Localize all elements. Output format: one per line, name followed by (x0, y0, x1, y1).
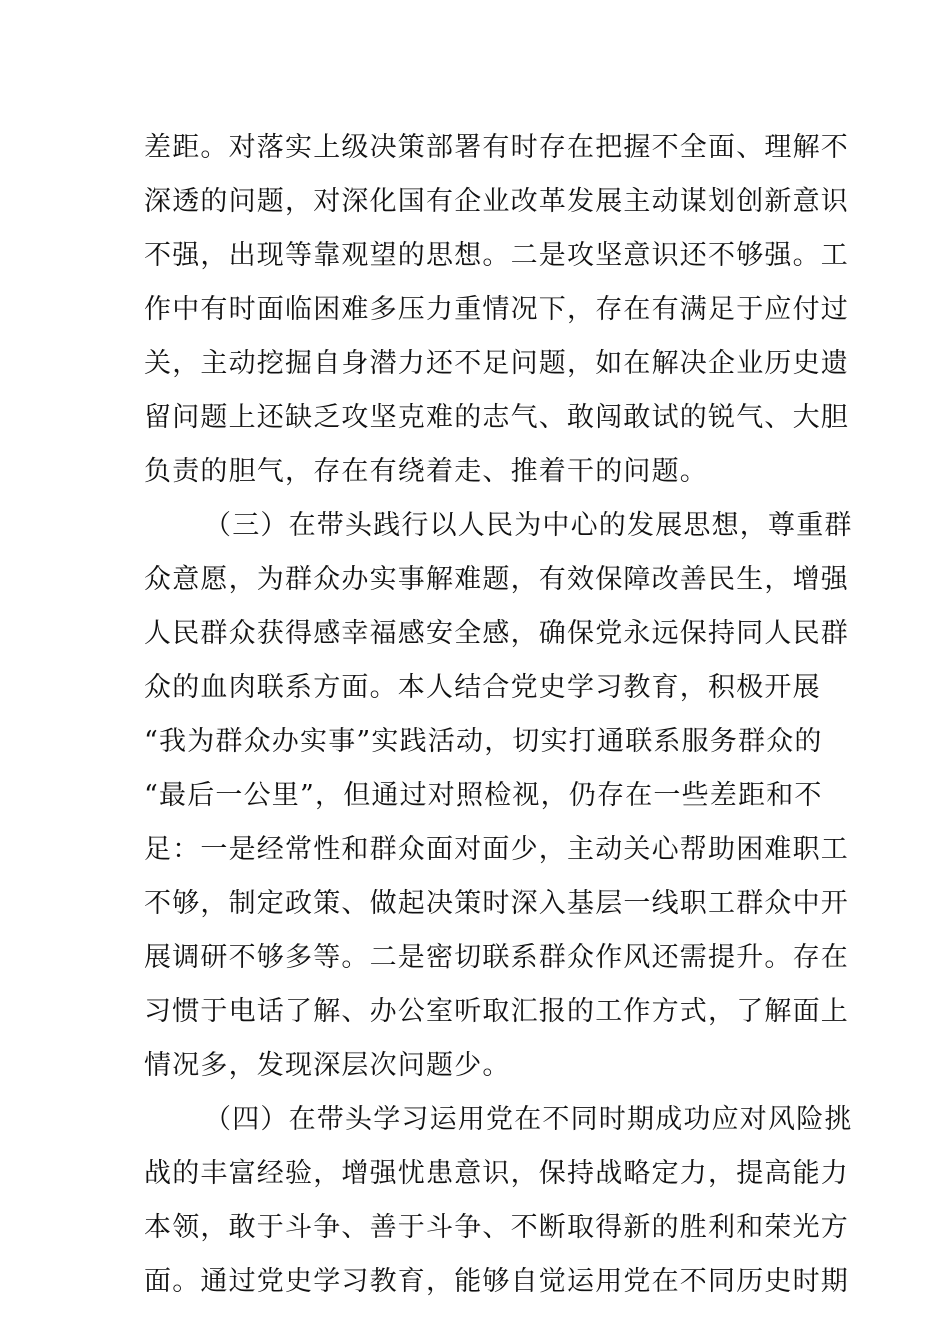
text-line: “我为群众办实事”实践活动，切实打通联系服务群众的 (144, 726, 823, 757)
text-line: 本领，敢于斗争、善于斗争、不断取得新的胜利和荣光方 (144, 1212, 849, 1243)
text-line: 面。通过党史学习教育，能够自觉运用党在不同历史时期 (144, 1266, 849, 1297)
text-line: 负责的胆气，存在有绕着走、推着干的问题。 (144, 456, 708, 487)
text-line: 习惯于电话了解、办公室听取汇报的工作方式，了解面上 (144, 996, 849, 1027)
text-line: 展调研不够多等。二是密切联系群众作风还需提升。存在 (144, 942, 849, 973)
text-line: 留问题上还缺乏攻坚克难的志气、敢闯敢试的锐气、大胆 (144, 402, 849, 433)
text-line: 众意愿，为群众办实事解难题，有效保障改善民生，增强 (144, 564, 849, 595)
text-line: 关，主动挖掘自身潜力还不足问题，如在解决企业历史遗 (144, 348, 849, 379)
paragraph-heading-4: （四）在带头学习运用党在不同时期成功应对风险挑 (204, 1104, 853, 1135)
text-line: 作中有时面临困难多压力重情况下，存在有满足于应付过 (144, 294, 849, 325)
text-line: 差距。对落实上级决策部署有时存在把握不全面、理解不 (144, 132, 849, 163)
text-line: 情况多，发现深层次问题少。 (144, 1050, 511, 1081)
paragraph-heading-3: （三）在带头践行以人民为中心的发展思想，尊重群 (204, 510, 853, 541)
text-line: 众的血肉联系方面。本人结合党史学习教育，积极开展 (144, 672, 821, 703)
text-line: 不强，出现等靠观望的思想。二是攻坚意识还不够强。工 (144, 240, 849, 271)
text-line: 战的丰富经验，增强忧患意识，保持战略定力，提高能力 (144, 1158, 849, 1189)
text-line: 足：一是经常性和群众面对面少，主动关心帮助困难职工 (144, 834, 849, 865)
text-line: “最后一公里”，但通过对照检视，仍存在一些差距和不 (144, 780, 823, 811)
text-line: 人民群众获得感幸福感安全感，确保党永远保持同人民群 (144, 618, 849, 649)
text-line: 深透的问题，对深化国有企业改革发展主动谋划创新意识 (144, 186, 849, 217)
text-line: 不够，制定政策、做起决策时深入基层一线职工群众中开 (144, 888, 849, 919)
